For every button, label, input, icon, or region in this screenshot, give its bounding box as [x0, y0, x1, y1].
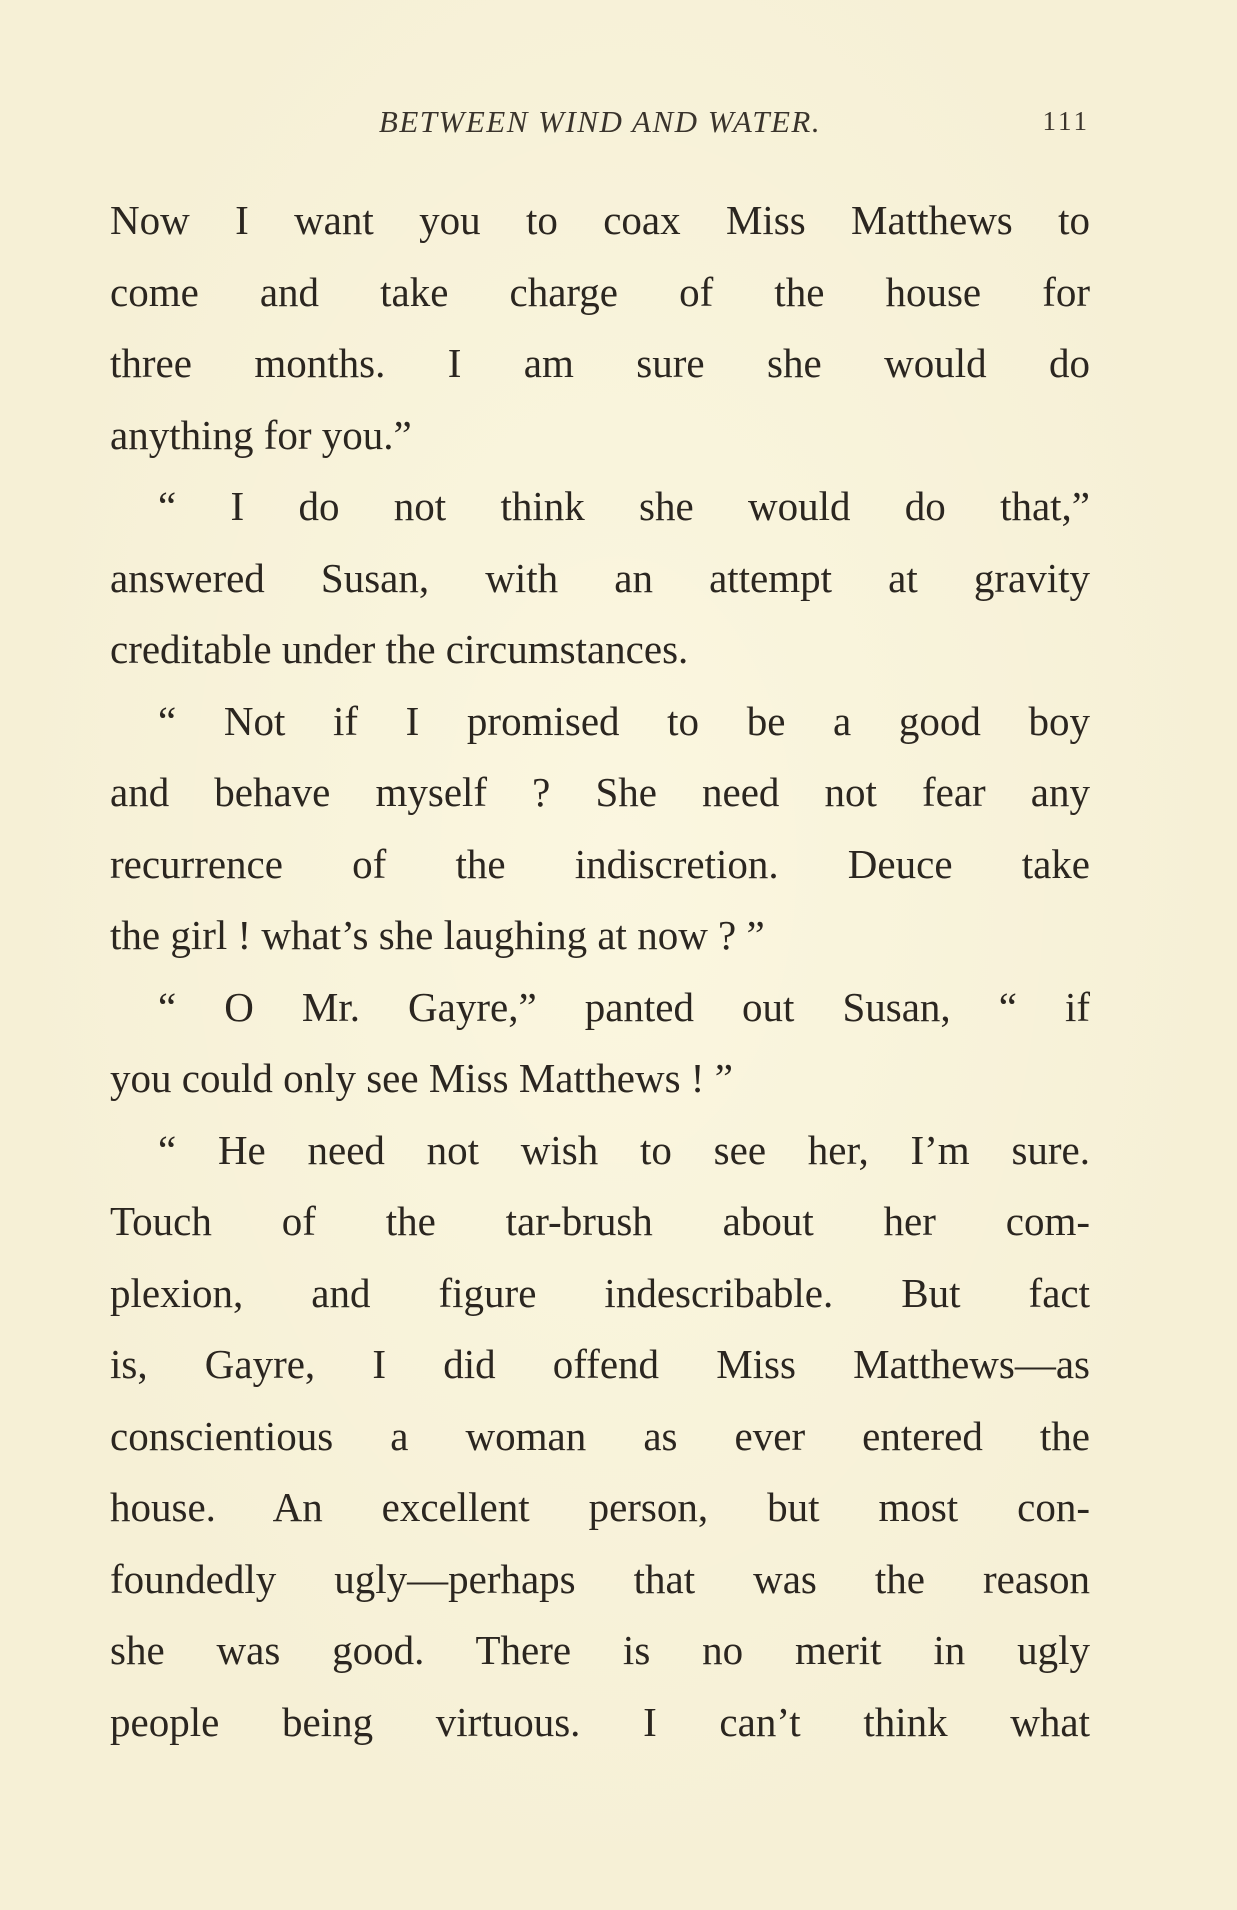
running-title: BETWEEN WIND AND WATER. [378, 104, 822, 139]
text-line: she was good. There is no merit in ugly [110, 1627, 1090, 1673]
text-line: Now I want you to coax Miss Matthews to [110, 197, 1090, 243]
text-line: three months. I am sure she would do [110, 340, 1090, 386]
text-line: anything for you.” [110, 411, 412, 458]
text-line: “ I do not think she would do that,” [158, 483, 1090, 529]
text-line: creditable under the circumstances. [110, 626, 689, 672]
text-line: answered Susan, with an attempt at gravity [110, 554, 1090, 601]
text-line: “ He need not wish to see her, I’m sure. [158, 1126, 1090, 1173]
text-line: “ Not if I promised to be a good boy [158, 697, 1090, 744]
page-number: 111 [1042, 106, 1090, 136]
text-line: recurrence of the indiscretion. Deuce take [110, 840, 1090, 887]
text-line: foundedly ugly—perhaps that was the reason [110, 1555, 1090, 1602]
text-line: conscientious a woman as ever entered the [110, 1412, 1090, 1459]
text-line: the girl ! what’s she laughing at now ? ” [110, 912, 765, 958]
running-head [110, 104, 1090, 144]
text-line: “ O Mr. Gayre,” panted out Susan, “ if [158, 983, 1090, 1030]
text-line: house. An excellent person, but most con- [110, 1484, 1090, 1530]
text-line: plexion, and figure indescribable. But fact [110, 1269, 1090, 1316]
text-line: you could only see Miss Matthews ! ” [110, 1055, 733, 1101]
text-line: people being virtuous. I can’t think what [110, 1698, 1090, 1745]
body-text [110, 185, 1090, 1758]
text-line: Touch of the tar-brush about her com- [110, 1198, 1090, 1244]
text-line: and behave myself ? She need not fear any [110, 769, 1090, 815]
text-line: is, Gayre, I did offend Miss Matthews—as [110, 1341, 1090, 1387]
text-line: come and take charge of the house for [110, 268, 1090, 315]
